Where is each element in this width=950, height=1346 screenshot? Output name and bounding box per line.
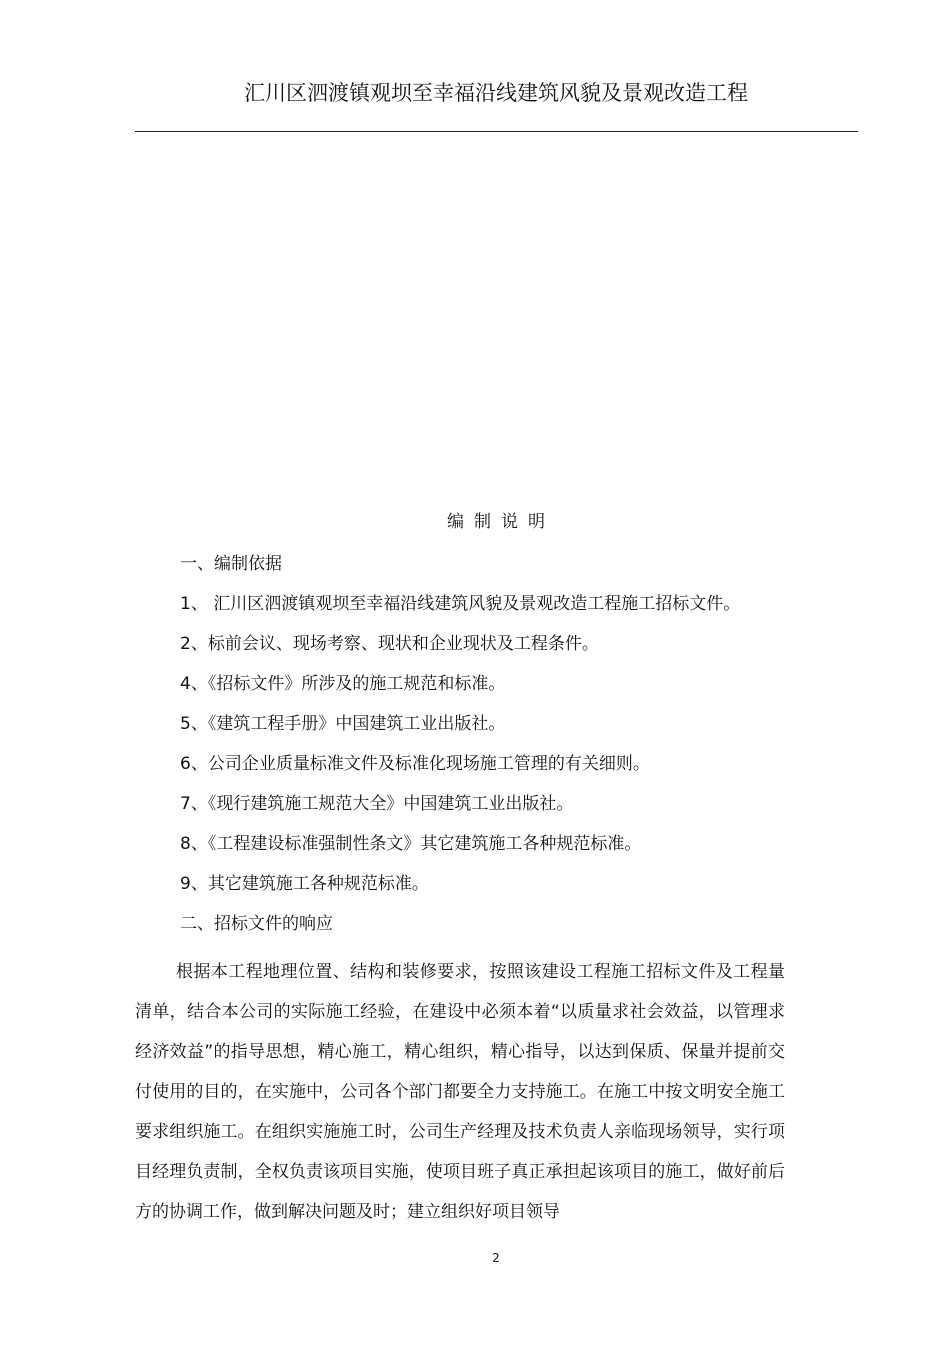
list-item: 5、《建筑工程手册》中国建筑工业出版社。	[180, 714, 506, 734]
section-title: 编制说明	[447, 512, 555, 532]
page-number: 2	[492, 1251, 500, 1265]
list-item: 1、 汇川区泗渡镇观坝至幸福沿线建筑风貌及景观改造工程施工招标文件。	[180, 594, 741, 614]
list-item: 2、标前会议、现场考察、现状和企业现状及工程条件。	[180, 634, 599, 654]
heading-compilation-basis: 一、编制依据	[180, 554, 282, 574]
header-divider	[135, 131, 858, 132]
body-paragraph: 根据本工程地理位置、结构和装修要求，按照该建设工程施工招标文件及工程量清单，结合本公司的实际施工经验，在建设中必须本着“以质量求社会效益，以管理求经济效益”的指导思想，精心施工，精心组织，精心指导，以达到保质、保量并提前交付使用的目的，在实施中，公司各个部门都要全力支持施工。在施工中按文明安全施工要求组织施工。在组织实施施工时，公司生产经理及技术负责人亲临现场领导，实行项目经理负责制，全权负责该项目实施，使项目班子真正承担起该项目的施工，做好前后方的协调工作，做到解决问题及时；建立组织好项目领导	[135, 962, 785, 1222]
list-item: 8、《工程建设标准强制性条文》其它建筑施工各种规范标准。	[180, 834, 642, 854]
heading-tender-response: 二、招标文件的响应	[180, 914, 333, 934]
list-item: 9、其它建筑施工各种规范标准。	[180, 874, 429, 894]
list-item: 7、《现行建筑施工规范大全》中国建筑工业出版社。	[180, 794, 574, 814]
list-item: 6、公司企业质量标准文件及标准化现场施工管理的有关细则。	[180, 754, 650, 774]
list-item: 4、《招标文件》所涉及的施工规范和标准。	[180, 674, 506, 694]
document-header-title: 汇川区泗渡镇观坝至幸福沿线建筑风貌及景观改造工程	[244, 81, 748, 105]
